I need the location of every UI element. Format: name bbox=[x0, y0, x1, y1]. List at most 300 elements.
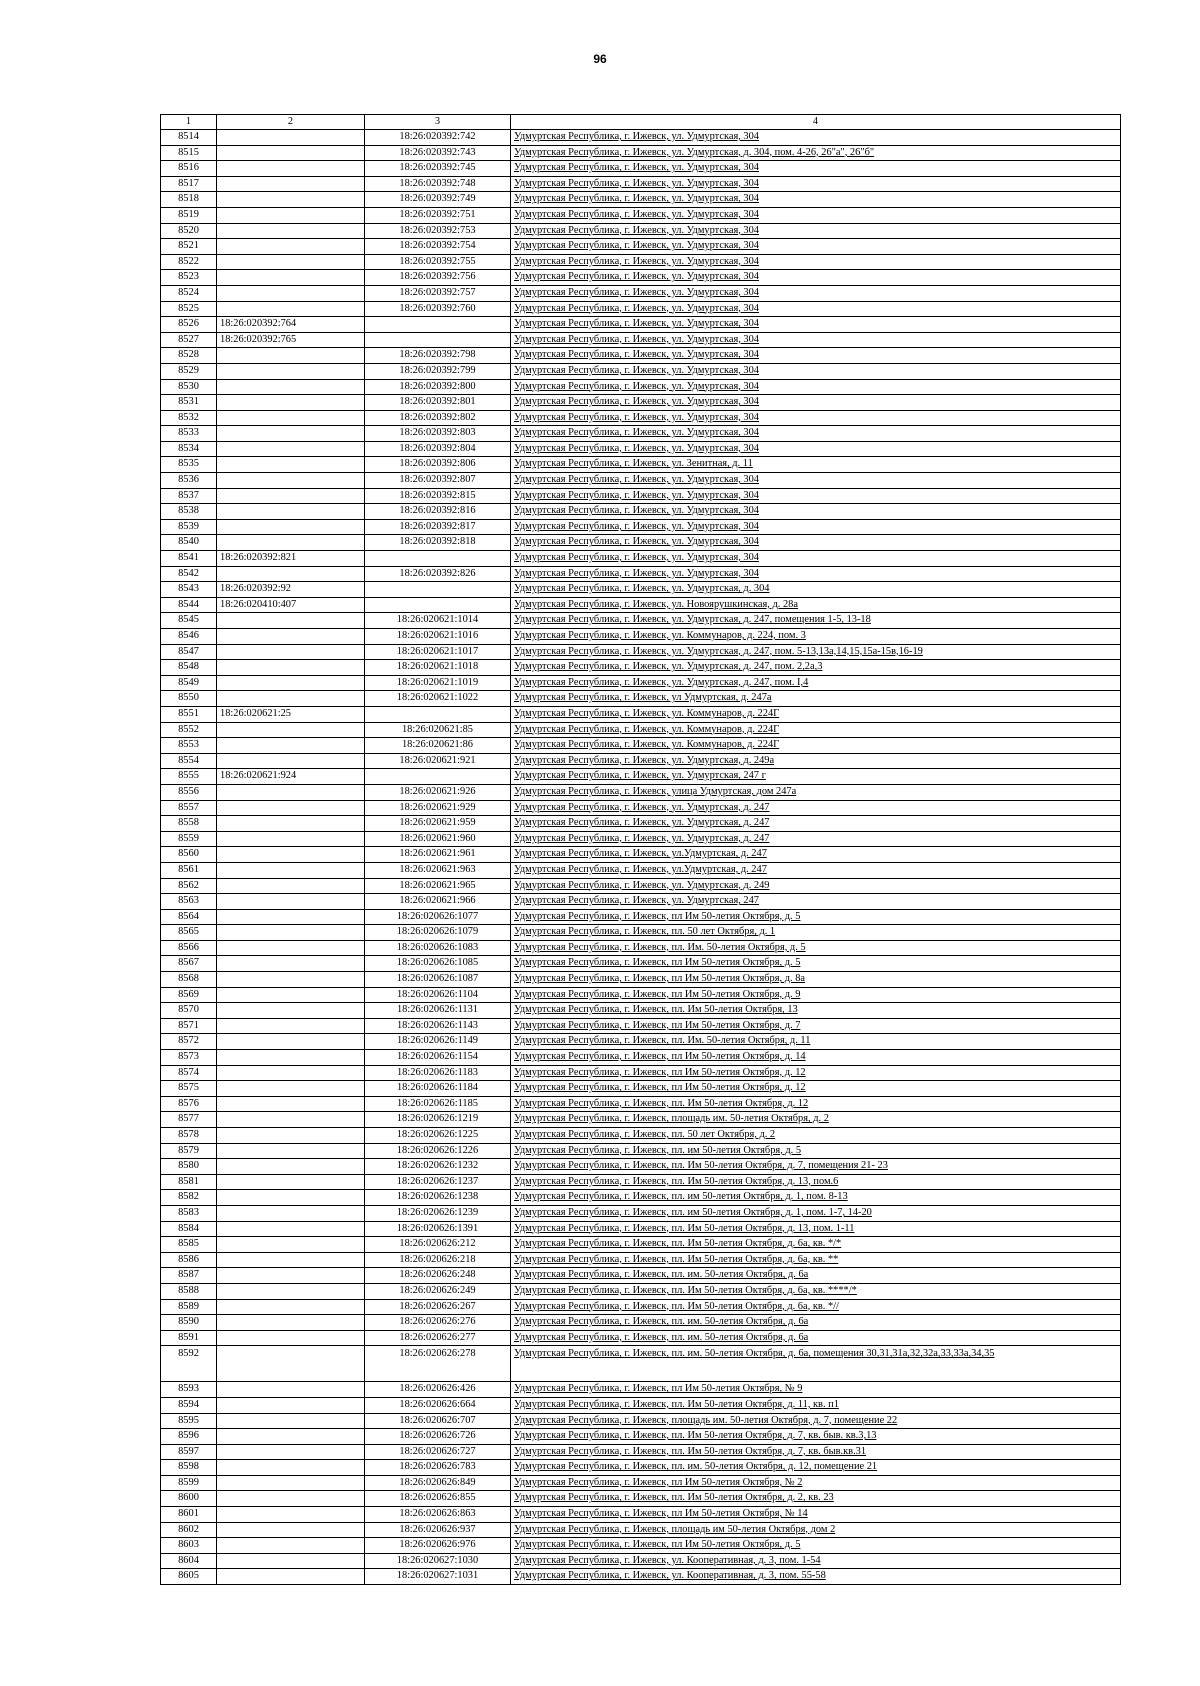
table-row bbox=[161, 722, 1121, 738]
address: Удмуртская Республика, г. Ижевск, ул. Удмуртская, 304 bbox=[511, 395, 1121, 411]
cadastral-number-2: 18:26:020621:86 bbox=[365, 738, 511, 754]
cadastral-number-2: 18:26:020392:751 bbox=[365, 207, 511, 223]
table-row bbox=[161, 239, 1121, 255]
table-row bbox=[161, 270, 1121, 286]
table-row bbox=[161, 784, 1121, 800]
address: Удмуртская Республика, г. Ижевск, ул. Удмуртская, 304 bbox=[511, 363, 1121, 379]
table-row bbox=[161, 987, 1121, 1003]
cadastral-number-1 bbox=[217, 1065, 365, 1081]
row-number: 8595 bbox=[161, 1413, 217, 1429]
cadastral-number-1 bbox=[217, 519, 365, 535]
address: Удмуртская Республика, г. Ижевск, пл. им 50-летия Октября, д. 1, пом. 8-13 bbox=[511, 1190, 1121, 1206]
address: Удмуртская Республика, г. Ижевск, пл. Им 50-летия Октября, д. 6а, кв. ** bbox=[511, 1252, 1121, 1268]
table-row bbox=[161, 1507, 1121, 1523]
cadastral-number-1 bbox=[217, 176, 365, 192]
address: Удмуртская Республика, г. Ижевск, ул. Удмуртская, д. 249 bbox=[511, 878, 1121, 894]
row-number: 8572 bbox=[161, 1034, 217, 1050]
row-number: 8542 bbox=[161, 566, 217, 582]
table-row bbox=[161, 1283, 1121, 1299]
row-number: 8563 bbox=[161, 894, 217, 910]
row-number: 8570 bbox=[161, 1003, 217, 1019]
row-number: 8567 bbox=[161, 956, 217, 972]
cadastral-number-1 bbox=[217, 130, 365, 146]
cadastral-number-2: 18:26:020621:966 bbox=[365, 894, 511, 910]
address: Удмуртская Республика, г. Ижевск, пл Им 50-летия Октября, д. 8а bbox=[511, 972, 1121, 988]
table-body bbox=[161, 130, 1121, 1585]
table-row bbox=[161, 1221, 1121, 1237]
table-row bbox=[161, 1382, 1121, 1398]
column-header-1: 1 bbox=[161, 115, 217, 130]
cadastral-number-1: 18:26:020392:764 bbox=[217, 317, 365, 333]
address: Удмуртская Республика, г. Ижевск, ул. Удмуртская, д. 247, пом. 5-13,13а,14,15,15а-15в,16-19 bbox=[511, 644, 1121, 660]
table-row bbox=[161, 597, 1121, 613]
row-number: 8545 bbox=[161, 613, 217, 629]
address: Удмуртская Республика, г. Ижевск, ул. Коммунаров, д. 224Г bbox=[511, 738, 1121, 754]
cadastral-number-1 bbox=[217, 410, 365, 426]
table-row bbox=[161, 675, 1121, 691]
cadastral-number-2: 18:26:020626:267 bbox=[365, 1299, 511, 1315]
cadastral-number-2: 18:26:020626:276 bbox=[365, 1315, 511, 1331]
table-row bbox=[161, 1018, 1121, 1034]
table-row bbox=[161, 691, 1121, 707]
row-number: 8526 bbox=[161, 317, 217, 333]
address: Удмуртская Республика, г. Ижевск, пл. им. 50-летия Октября, д. 6а bbox=[511, 1330, 1121, 1346]
cadastral-number-2: 18:26:020621:961 bbox=[365, 847, 511, 863]
cadastral-number-1 bbox=[217, 629, 365, 645]
address: Удмуртская Республика, г. Ижевск, ул. Коммунаров, д. 224Г bbox=[511, 722, 1121, 738]
table-row bbox=[161, 972, 1121, 988]
address: Удмуртская Республика, г. Ижевск, ул. Удмуртская, 304 bbox=[511, 254, 1121, 270]
row-number: 8577 bbox=[161, 1112, 217, 1128]
row-number: 8569 bbox=[161, 987, 217, 1003]
row-number: 8579 bbox=[161, 1143, 217, 1159]
address: Удмуртская Республика, г. Ижевск, ул.Удмуртская, д. 247 bbox=[511, 847, 1121, 863]
cadastral-number-2: 18:26:020392:817 bbox=[365, 519, 511, 535]
table-row bbox=[161, 629, 1121, 645]
address: Удмуртская Республика, г. Ижевск, пл. Им 50-летия Октября, д. 7, кв. быв.кв.31 bbox=[511, 1444, 1121, 1460]
cadastral-number-1 bbox=[217, 145, 365, 161]
cadastral-number-2: 18:26:020392:753 bbox=[365, 223, 511, 239]
address: Удмуртская Республика, г. Ижевск, пл Им 50-летия Октября, д. 7 bbox=[511, 1018, 1121, 1034]
table-row bbox=[161, 1050, 1121, 1066]
column-header-4: 4 bbox=[511, 115, 1121, 130]
cadastral-number-2: 18:26:020392:742 bbox=[365, 130, 511, 146]
cadastral-number-2: 18:26:020621:85 bbox=[365, 722, 511, 738]
address: Удмуртская Республика, г. Ижевск, пл. Им. 50-летия Октября, д. 5 bbox=[511, 940, 1121, 956]
cadastral-number-1 bbox=[217, 691, 365, 707]
cadastral-number-2: 18:26:020392:818 bbox=[365, 535, 511, 551]
table-row bbox=[161, 1315, 1121, 1331]
cadastral-number-1 bbox=[217, 161, 365, 177]
table-row bbox=[161, 909, 1121, 925]
address: Удмуртская Республика, г. Ижевск, ул. Удмуртская, 304 bbox=[511, 441, 1121, 457]
row-number: 8520 bbox=[161, 223, 217, 239]
address: Удмуртская Республика, г. Ижевск, пл. Им 50-летия Октября, 13 bbox=[511, 1003, 1121, 1019]
cadastral-number-1 bbox=[217, 1205, 365, 1221]
row-number: 8604 bbox=[161, 1553, 217, 1569]
table-row bbox=[161, 753, 1121, 769]
cadastral-number-2: 18:26:020626:1184 bbox=[365, 1081, 511, 1097]
address: Удмуртская Республика, г. Ижевск, ул. Удмуртская, 247 г bbox=[511, 769, 1121, 785]
cadastral-number-2: 18:26:020627:1031 bbox=[365, 1569, 511, 1585]
cadastral-number-2: 18:26:020392:815 bbox=[365, 488, 511, 504]
cadastral-number-2: 18:26:020621:921 bbox=[365, 753, 511, 769]
cadastral-number-2: 18:26:020626:278 bbox=[365, 1346, 511, 1382]
cadastral-number-1 bbox=[217, 363, 365, 379]
cadastral-number-2: 18:26:020392:806 bbox=[365, 457, 511, 473]
address: Удмуртская Республика, г. Ижевск, ул. Удмуртская, 304 bbox=[511, 426, 1121, 442]
cadastral-number-2: 18:26:020621:1018 bbox=[365, 660, 511, 676]
cadastral-number-1 bbox=[217, 254, 365, 270]
row-number: 8560 bbox=[161, 847, 217, 863]
cadastral-number-2: 18:26:020626:1079 bbox=[365, 925, 511, 941]
cadastral-number-2: 18:26:020392:798 bbox=[365, 348, 511, 364]
cadastral-number-1 bbox=[217, 1034, 365, 1050]
address: Удмуртская Республика, г. Ижевск, ул. Удмуртская, д. 247 bbox=[511, 800, 1121, 816]
table-row bbox=[161, 1299, 1121, 1315]
row-number: 8521 bbox=[161, 239, 217, 255]
cadastral-number-2: 18:26:020626:863 bbox=[365, 1507, 511, 1523]
cadastral-number-2: 18:26:020621:959 bbox=[365, 816, 511, 832]
address: Удмуртская Республика, г. Ижевск, пл Им 50-летия Октября, д. 12 bbox=[511, 1065, 1121, 1081]
address: Удмуртская Республика, г. Ижевск, ул. Удмуртская, 304 bbox=[511, 285, 1121, 301]
table-row bbox=[161, 285, 1121, 301]
row-number: 8543 bbox=[161, 582, 217, 598]
cadastral-number-2: 18:26:020626:783 bbox=[365, 1460, 511, 1476]
table-row bbox=[161, 395, 1121, 411]
row-number: 8599 bbox=[161, 1475, 217, 1491]
address: Удмуртская Республика, г. Ижевск, ул.Удмуртская, д. 247 bbox=[511, 862, 1121, 878]
row-number: 8553 bbox=[161, 738, 217, 754]
row-number: 8603 bbox=[161, 1538, 217, 1554]
address: Удмуртская Республика, г. Ижевск, ул. Коммунаров, д. 224, пом. 3 bbox=[511, 629, 1121, 645]
cadastral-number-2: 18:26:020626:849 bbox=[365, 1475, 511, 1491]
row-number: 8593 bbox=[161, 1382, 217, 1398]
row-number: 8514 bbox=[161, 130, 217, 146]
cadastral-number-2: 18:26:020621:1017 bbox=[365, 644, 511, 660]
cadastral-number-1 bbox=[217, 644, 365, 660]
table-row bbox=[161, 379, 1121, 395]
row-number: 8548 bbox=[161, 660, 217, 676]
row-number: 8571 bbox=[161, 1018, 217, 1034]
address: Удмуртская Республика, г. Ижевск, пл Им 50-летия Октября, д. 5 bbox=[511, 909, 1121, 925]
cadastral-number-1 bbox=[217, 1538, 365, 1554]
cadastral-number-2 bbox=[365, 597, 511, 613]
table-row bbox=[161, 551, 1121, 567]
row-number: 8576 bbox=[161, 1096, 217, 1112]
row-number: 8578 bbox=[161, 1128, 217, 1144]
address: Удмуртская Республика, г. Ижевск, пл. Им. 50-летия Октября, д. 11 bbox=[511, 1034, 1121, 1050]
row-number: 8551 bbox=[161, 706, 217, 722]
cadastral-number-1 bbox=[217, 1159, 365, 1175]
address: Удмуртская Республика, г. Ижевск, пл. 50 лет Октября, д. 2 bbox=[511, 1128, 1121, 1144]
cadastral-number-1: 18:26:020410:407 bbox=[217, 597, 365, 613]
row-number: 8573 bbox=[161, 1050, 217, 1066]
cadastral-number-2: 18:26:020621:1016 bbox=[365, 629, 511, 645]
cadastral-number-1: 18:26:020621:25 bbox=[217, 706, 365, 722]
cadastral-number-2: 18:26:020392:749 bbox=[365, 192, 511, 208]
row-number: 8524 bbox=[161, 285, 217, 301]
row-number: 8540 bbox=[161, 535, 217, 551]
cadastral-number-1 bbox=[217, 1569, 365, 1585]
table-row bbox=[161, 1413, 1121, 1429]
cadastral-number-1 bbox=[217, 909, 365, 925]
row-number: 8554 bbox=[161, 753, 217, 769]
cadastral-number-2: 18:26:020392:760 bbox=[365, 301, 511, 317]
cadastral-number-1 bbox=[217, 972, 365, 988]
cadastral-number-2: 18:26:020392:799 bbox=[365, 363, 511, 379]
cadastral-number-2: 18:26:020626:1239 bbox=[365, 1205, 511, 1221]
row-number: 8584 bbox=[161, 1221, 217, 1237]
register-table bbox=[160, 114, 1121, 1585]
table-row bbox=[161, 847, 1121, 863]
address: Удмуртская Республика, г. Ижевск, улица Удмуртская, дом 247а bbox=[511, 784, 1121, 800]
address: Удмуртская Республика, г. Ижевск, пл Им 50-летия Октября, № 2 bbox=[511, 1475, 1121, 1491]
address: Удмуртская Республика, г. Ижевск, пл Им 50-летия Октября, № 9 bbox=[511, 1382, 1121, 1398]
cadastral-number-1 bbox=[217, 426, 365, 442]
cadastral-number-2: 18:26:020626:726 bbox=[365, 1429, 511, 1445]
cadastral-number-1: 18:26:020392:765 bbox=[217, 332, 365, 348]
table-row bbox=[161, 192, 1121, 208]
address: Удмуртская Республика, г. Ижевск, пл. им. 50-летия Октября, д. 6а bbox=[511, 1268, 1121, 1284]
row-number: 8592 bbox=[161, 1346, 217, 1382]
address: Удмуртская Республика, г. Ижевск, ул. Удмуртская, 304 bbox=[511, 332, 1121, 348]
cadastral-number-2: 18:26:020392:816 bbox=[365, 504, 511, 520]
row-number: 8598 bbox=[161, 1460, 217, 1476]
address: Удмуртская Республика, г. Ижевск, ул. Удмуртская, 304 bbox=[511, 301, 1121, 317]
address: Удмуртская Республика, г. Ижевск, ул. Удмуртская, 304 bbox=[511, 535, 1121, 551]
cadastral-number-1 bbox=[217, 1299, 365, 1315]
cadastral-number-1 bbox=[217, 816, 365, 832]
cadastral-number-1 bbox=[217, 862, 365, 878]
cadastral-number-2 bbox=[365, 332, 511, 348]
table-row bbox=[161, 145, 1121, 161]
table-row bbox=[161, 940, 1121, 956]
cadastral-number-2: 18:26:020621:965 bbox=[365, 878, 511, 894]
row-number: 8605 bbox=[161, 1569, 217, 1585]
row-number: 8550 bbox=[161, 691, 217, 707]
cadastral-number-1 bbox=[217, 1397, 365, 1413]
address: Удмуртская Республика, г. Ижевск, ул. Удмуртская, 304 bbox=[511, 488, 1121, 504]
cadastral-number-1 bbox=[217, 1475, 365, 1491]
address: Удмуртская Республика, г. Ижевск, ул. Удмуртская, д. 247, пом. I,4 bbox=[511, 675, 1121, 691]
table-row bbox=[161, 800, 1121, 816]
address: Удмуртская Республика, г. Ижевск, ул. Удмуртская, д. 249а bbox=[511, 753, 1121, 769]
cadastral-number-1 bbox=[217, 207, 365, 223]
cadastral-number-1 bbox=[217, 1444, 365, 1460]
table-row bbox=[161, 1569, 1121, 1585]
address: Удмуртская Республика, г. Ижевск, пл. Им 50-летия Октября, д. 6а, кв. *// bbox=[511, 1299, 1121, 1315]
row-number: 8537 bbox=[161, 488, 217, 504]
row-number: 8562 bbox=[161, 878, 217, 894]
address: Удмуртская Республика, г. Ижевск, ул. Удмуртская, 304 bbox=[511, 223, 1121, 239]
table-row bbox=[161, 1205, 1121, 1221]
table-row bbox=[161, 535, 1121, 551]
cadastral-number-2: 18:26:020626:218 bbox=[365, 1252, 511, 1268]
cadastral-number-1 bbox=[217, 223, 365, 239]
table-row bbox=[161, 1112, 1121, 1128]
cadastral-number-2: 18:26:020626:1219 bbox=[365, 1112, 511, 1128]
cadastral-number-2: 18:26:020392:807 bbox=[365, 473, 511, 489]
cadastral-number-2: 18:26:020626:1237 bbox=[365, 1174, 511, 1190]
address: Удмуртская Республика, г. Ижевск, ул. Удмуртская, 304 bbox=[511, 566, 1121, 582]
cadastral-number-1 bbox=[217, 800, 365, 816]
cadastral-number-2: 18:26:020626:212 bbox=[365, 1237, 511, 1253]
cadastral-number-1: 18:26:020392:821 bbox=[217, 551, 365, 567]
address: Удмуртская Республика, г. Ижевск, пл Им 50-летия Октября, д. 5 bbox=[511, 1538, 1121, 1554]
cadastral-number-2: 18:26:020626:1391 bbox=[365, 1221, 511, 1237]
cadastral-number-1 bbox=[217, 1507, 365, 1523]
address: Удмуртская Республика, г. Ижевск, ул. Удмуртская, 247 bbox=[511, 894, 1121, 910]
row-number: 8559 bbox=[161, 831, 217, 847]
cadastral-number-2 bbox=[365, 769, 511, 785]
table-row bbox=[161, 831, 1121, 847]
cadastral-number-1: 18:26:020621:924 bbox=[217, 769, 365, 785]
cadastral-number-1 bbox=[217, 566, 365, 582]
cadastral-number-1 bbox=[217, 1522, 365, 1538]
cadastral-number-1 bbox=[217, 285, 365, 301]
cadastral-number-2: 18:26:020392:755 bbox=[365, 254, 511, 270]
row-number: 8586 bbox=[161, 1252, 217, 1268]
table-row bbox=[161, 894, 1121, 910]
cadastral-number-2: 18:26:020626:248 bbox=[365, 1268, 511, 1284]
row-number: 8522 bbox=[161, 254, 217, 270]
table-row bbox=[161, 1346, 1121, 1382]
cadastral-number-2: 18:26:020626:1143 bbox=[365, 1018, 511, 1034]
table-row bbox=[161, 223, 1121, 239]
row-number: 8530 bbox=[161, 379, 217, 395]
row-number: 8575 bbox=[161, 1081, 217, 1097]
address: Удмуртская Республика, г. Ижевск, пл. Им 50-летия Октября, д. 6а, кв. */* bbox=[511, 1237, 1121, 1253]
row-number: 8515 bbox=[161, 145, 217, 161]
row-number: 8582 bbox=[161, 1190, 217, 1206]
cadastral-number-1 bbox=[217, 847, 365, 863]
address: Удмуртская Республика, г. Ижевск, ул. Удмуртская, 304 bbox=[511, 192, 1121, 208]
cadastral-number-1 bbox=[217, 1018, 365, 1034]
cadastral-number-2: 18:26:020626:707 bbox=[365, 1413, 511, 1429]
cadastral-number-2: 18:26:020392:826 bbox=[365, 566, 511, 582]
row-number: 8565 bbox=[161, 925, 217, 941]
cadastral-number-2: 18:26:020392:803 bbox=[365, 426, 511, 442]
row-number: 8535 bbox=[161, 457, 217, 473]
address: Удмуртская Республика, г. Ижевск, ул. Удмуртская, 304 bbox=[511, 519, 1121, 535]
table-row bbox=[161, 1553, 1121, 1569]
address: Удмуртская Республика, г. Ижевск, ул. Удмуртская, 304 bbox=[511, 317, 1121, 333]
table-row bbox=[161, 410, 1121, 426]
cadastral-number-1 bbox=[217, 675, 365, 691]
cadastral-number-1 bbox=[217, 535, 365, 551]
row-number: 8552 bbox=[161, 722, 217, 738]
row-number: 8581 bbox=[161, 1174, 217, 1190]
table-row bbox=[161, 441, 1121, 457]
table-row bbox=[161, 161, 1121, 177]
table-row bbox=[161, 363, 1121, 379]
cadastral-number-2: 18:26:020626:1238 bbox=[365, 1190, 511, 1206]
row-number: 8547 bbox=[161, 644, 217, 660]
row-number: 8574 bbox=[161, 1065, 217, 1081]
table-row bbox=[161, 1096, 1121, 1112]
address: Удмуртская Республика, г. Ижевск, пл Им 50-летия Октября, д. 9 bbox=[511, 987, 1121, 1003]
cadastral-number-2: 18:26:020626:1131 bbox=[365, 1003, 511, 1019]
cadastral-number-1 bbox=[217, 878, 365, 894]
address: Удмуртская Республика, г. Ижевск, площадь им. 50-летия Октября, д. 7, помещение 22 bbox=[511, 1413, 1121, 1429]
address: Удмуртская Республика, г. Ижевск, ул. Зенитная, д. 11 bbox=[511, 457, 1121, 473]
cadastral-number-1 bbox=[217, 894, 365, 910]
cadastral-number-2: 18:26:020626:1185 bbox=[365, 1096, 511, 1112]
row-number: 8517 bbox=[161, 176, 217, 192]
cadastral-number-1 bbox=[217, 239, 365, 255]
cadastral-number-2: 18:26:020621:926 bbox=[365, 784, 511, 800]
table-row bbox=[161, 457, 1121, 473]
row-number: 8583 bbox=[161, 1205, 217, 1221]
table-row bbox=[161, 207, 1121, 223]
row-number: 8596 bbox=[161, 1429, 217, 1445]
cadastral-number-1 bbox=[217, 1330, 365, 1346]
address: Удмуртская Республика, г. Ижевск, ул. Удмуртская, д. 247 bbox=[511, 816, 1121, 832]
cadastral-number-1 bbox=[217, 1460, 365, 1476]
address: Удмуртская Республика, г. Ижевск, пл. им. 50-летия Октября, д. 12, помещение 21 bbox=[511, 1460, 1121, 1476]
cadastral-number-1 bbox=[217, 1283, 365, 1299]
header-row bbox=[161, 115, 1121, 130]
table-row bbox=[161, 566, 1121, 582]
table-row bbox=[161, 488, 1121, 504]
table-row bbox=[161, 706, 1121, 722]
row-number: 8556 bbox=[161, 784, 217, 800]
address: Удмуртская Республика, г. Ижевск, ул. Удмуртская, д. 247, пом. 2,2а,3 bbox=[511, 660, 1121, 676]
address: Удмуртская Республика, г. Ижевск, пл. им. 50-летия Октября, д. 6а bbox=[511, 1315, 1121, 1331]
address: Удмуртская Республика, г. Ижевск, пл. Им 50-летия Октября, д. 6а, кв. ****/* bbox=[511, 1283, 1121, 1299]
table-row bbox=[161, 176, 1121, 192]
cadastral-number-1 bbox=[217, 1112, 365, 1128]
cadastral-number-2: 18:26:020626:1226 bbox=[365, 1143, 511, 1159]
cadastral-number-1 bbox=[217, 1003, 365, 1019]
table-row bbox=[161, 317, 1121, 333]
table-row bbox=[161, 1159, 1121, 1175]
cadastral-number-1 bbox=[217, 473, 365, 489]
cadastral-number-1 bbox=[217, 1081, 365, 1097]
cadastral-number-1 bbox=[217, 348, 365, 364]
table-row bbox=[161, 738, 1121, 754]
cadastral-number-1 bbox=[217, 956, 365, 972]
cadastral-number-1 bbox=[217, 488, 365, 504]
cadastral-number-2: 18:26:020626:1232 bbox=[365, 1159, 511, 1175]
cadastral-number-1 bbox=[217, 987, 365, 1003]
row-number: 8546 bbox=[161, 629, 217, 645]
row-number: 8519 bbox=[161, 207, 217, 223]
column-header-3: 3 bbox=[365, 115, 511, 130]
cadastral-number-1 bbox=[217, 1346, 365, 1382]
cadastral-number-2: 18:26:020626:664 bbox=[365, 1397, 511, 1413]
address: Удмуртская Республика, г. Ижевск, пл. им. 50-летия Октября, д. 6а, помещения 30,31,31а,32,32а,33,33а,34,35 bbox=[511, 1346, 1121, 1382]
table-row bbox=[161, 925, 1121, 941]
address: Удмуртская Республика, г. Ижевск, пл Им 50-летия Октября, д. 5 bbox=[511, 956, 1121, 972]
cadastral-number-2: 18:26:020626:1225 bbox=[365, 1128, 511, 1144]
row-number: 8566 bbox=[161, 940, 217, 956]
cadastral-number-1 bbox=[217, 925, 365, 941]
table-row bbox=[161, 769, 1121, 785]
row-number: 8549 bbox=[161, 675, 217, 691]
address: Удмуртская Республика, г. Ижевск, ул. Удмуртская, 304 bbox=[511, 207, 1121, 223]
address: Удмуртская Республика, г. Ижевск, ул. Кооперативная, д. 3, пом. 1-54 bbox=[511, 1553, 1121, 1569]
address: Удмуртская Республика, г. Ижевск, ул. Удмуртская, д. 304 bbox=[511, 582, 1121, 598]
row-number: 8558 bbox=[161, 816, 217, 832]
address: Удмуртская Республика, г. Ижевск, ул. Удмуртская, д. 247 bbox=[511, 831, 1121, 847]
cadastral-number-1 bbox=[217, 1174, 365, 1190]
row-number: 8589 bbox=[161, 1299, 217, 1315]
cadastral-number-2: 18:26:020626:1154 bbox=[365, 1050, 511, 1066]
cadastral-number-2: 18:26:020627:1030 bbox=[365, 1553, 511, 1569]
cadastral-number-2 bbox=[365, 582, 511, 598]
